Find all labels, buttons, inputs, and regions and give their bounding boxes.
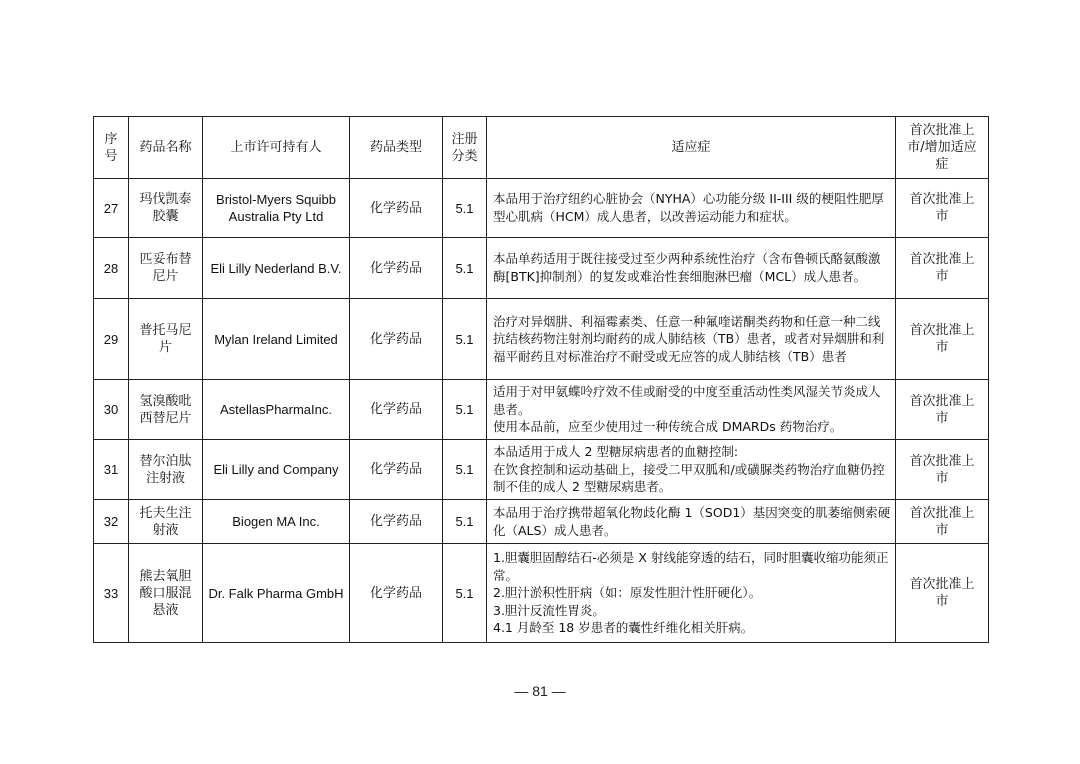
cell-drug-type: 化学药品 — [350, 238, 443, 299]
indication-line: 本品单药适用于既往接受过至少两种系统性治疗（含布鲁顿氏酪氨酸激酶[BTK]抑制剂）的复发或难治性套细胞淋巴瘤（MCL）成人患者。 — [493, 251, 881, 284]
cell-drug-type: 化学药品 — [350, 380, 443, 440]
cell-indication — [487, 238, 896, 299]
cell-reg-class: 5.1 — [443, 544, 487, 643]
cell-seq: 32 — [94, 500, 129, 544]
cell-holder: Dr. Falk Pharma GmbH — [203, 544, 350, 643]
cell-reg-class: 5.1 — [443, 179, 487, 238]
cell-reg-class: 5.1 — [443, 299, 487, 380]
cell-indication — [487, 544, 896, 643]
cell-seq: 33 — [94, 544, 129, 643]
indication-line: 治疗对异烟肼、利福霉素类、任意一种氟喹诺酮类药物和任意一种二线抗结核药物注射剂均耐药的成人肺结核（TB）患者，或者对异烟肼和利福平耐药且对标准治疗不耐受或无应答的成人肺结核（TB）患者 — [493, 313, 885, 364]
indication-line: 适用于对甲氨蝶呤疗效不佳或耐受的中度至重活动性类风湿关节炎成人患者。 — [493, 384, 881, 417]
cell-approval: 首次批准上市 — [896, 500, 989, 544]
indication-line: 2.胆汁淤积性肝病（如：原发性胆汁性肝硬化）。 — [493, 585, 762, 601]
indication-line: 3.胆汁反流性胃炎。 — [493, 602, 605, 618]
cell-holder: Mylan Ireland Limited — [203, 299, 350, 380]
cell-drug-type: 化学药品 — [350, 500, 443, 544]
table-row — [94, 440, 989, 500]
cell-approval: 首次批准上市 — [896, 380, 989, 440]
table-row — [94, 544, 989, 643]
cell-drug-type: 化学药品 — [350, 440, 443, 500]
table-row — [94, 299, 989, 380]
cell-seq: 31 — [94, 440, 129, 500]
cell-indication — [487, 299, 896, 380]
cell-approval: 首次批准上市 — [896, 299, 989, 380]
header-indication: 适应症 — [487, 117, 896, 179]
table-row — [94, 500, 989, 544]
table-row — [94, 380, 989, 440]
cell-approval: 首次批准上市 — [896, 238, 989, 299]
cell-reg-class: 5.1 — [443, 440, 487, 500]
indication-line: 本品用于治疗携带超氧化物歧化酶 1（SOD1）基因突变的肌萎缩侧索硬化（ALS）成人患者。 — [493, 504, 891, 538]
cell-indication — [487, 500, 896, 544]
cell-drug-type: 化学药品 — [350, 299, 443, 380]
table-row — [94, 238, 989, 299]
indication-line: 本品适用于成人 2 型糖尿病患者的血糖控制: — [493, 444, 739, 460]
indication-line: 本品用于治疗纽约心脏协会（NYHA）心功能分级 II-III 级的梗阻性肥厚型心肌病（HCM）成人患者，以改善运动能力和症状。 — [493, 191, 884, 224]
cell-reg-class: 5.1 — [443, 380, 487, 440]
table-header-row — [94, 117, 989, 179]
indication-line: 4.1 月龄至 18 岁患者的囊性纤维化相关肝病。 — [493, 620, 754, 636]
cell-reg-class: 5.1 — [443, 500, 487, 544]
cell-approval: 首次批准上市 — [896, 440, 989, 500]
cell-drug-name: 熊去氧胆酸口服混悬液 — [129, 544, 203, 643]
cell-indication — [487, 380, 896, 440]
cell-drug-name: 氢溴酸吡西替尼片 — [129, 380, 203, 440]
indication-line: 使用本品前，应至少使用过一种传统合成 DMARDs 药物治疗。 — [493, 419, 843, 435]
cell-approval: 首次批准上市 — [896, 179, 989, 238]
page-number: — 81 — — [514, 683, 566, 699]
cell-drug-type: 化学药品 — [350, 179, 443, 238]
cell-reg-class: 5.1 — [443, 238, 487, 299]
cell-seq: 27 — [94, 179, 129, 238]
table-body — [94, 179, 989, 643]
cell-indication — [487, 179, 896, 238]
cell-drug-name: 托夫生注射液 — [129, 500, 203, 544]
indication-line: 在饮食控制和运动基础上，接受二甲双胍和/或磺脲类药物治疗血糖仍控制不佳的成人 2 型糖尿病患者。 — [493, 461, 885, 495]
header-type: 药品类型 — [350, 117, 443, 179]
drug-approval-table — [93, 116, 989, 643]
header-reg-class: 注册分类 — [443, 117, 487, 179]
cell-holder: Bristol-Myers Squibb Australia Pty Ltd — [203, 179, 350, 238]
cell-holder: Eli Lilly and Company — [203, 440, 350, 500]
cell-indication — [487, 440, 896, 500]
cell-drug-name: 普托马尼片 — [129, 299, 203, 380]
indication-line: 1.胆囊胆固醇结石-必须是 X 射线能穿透的结石，同时胆囊收缩功能须正常。 — [493, 550, 889, 583]
cell-seq: 28 — [94, 238, 129, 299]
cell-seq: 30 — [94, 380, 129, 440]
cell-seq: 29 — [94, 299, 129, 380]
cell-holder: Eli Lilly Nederland B.V. — [203, 238, 350, 299]
cell-drug-type: 化学药品 — [350, 544, 443, 643]
header-approval: 首次批准上市/增加适应症 — [896, 117, 989, 179]
cell-holder: AstellasPharmaInc. — [203, 380, 350, 440]
cell-approval: 首次批准上市 — [896, 544, 989, 643]
cell-drug-name: 匹妥布替尼片 — [129, 238, 203, 299]
header-seq: 序号 — [94, 117, 129, 179]
header-name: 药品名称 — [129, 117, 203, 179]
cell-drug-name: 玛伐凯泰胶囊 — [129, 179, 203, 238]
table-row — [94, 179, 989, 238]
cell-drug-name: 替尔泊肽注射液 — [129, 440, 203, 500]
cell-holder: Biogen MA Inc. — [203, 500, 350, 544]
header-holder: 上市许可持有人 — [203, 117, 350, 179]
